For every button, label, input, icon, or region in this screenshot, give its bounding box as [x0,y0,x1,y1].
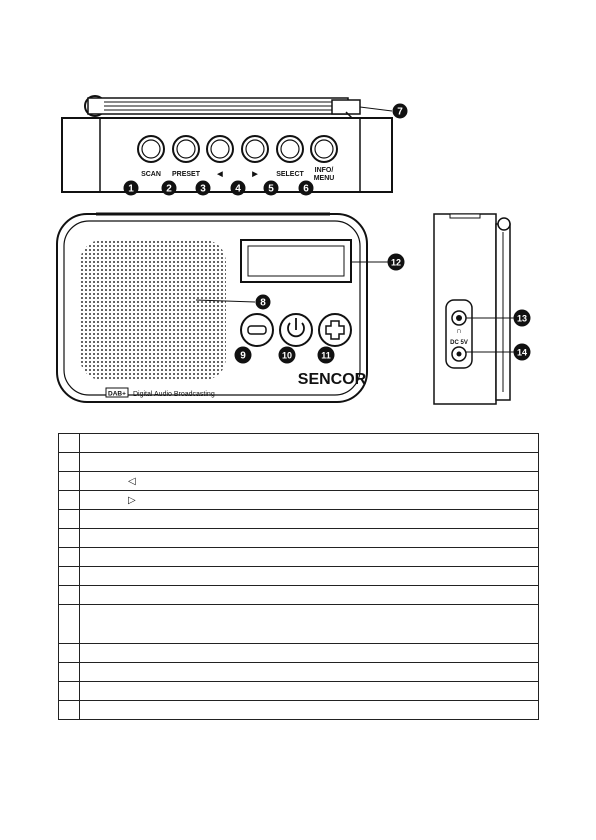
button-select[interactable] [277,136,303,162]
legend-text-cell [80,491,539,510]
callout-12 [388,254,405,271]
button-info-menu[interactable] [311,136,337,162]
callout-6-number: 6 [303,183,309,195]
callout-8 [256,295,271,310]
legend-text-cell [80,701,539,720]
legend-row [59,663,539,682]
callout-4-number: 4 [235,183,241,195]
callout-9 [235,347,252,364]
legend-row [59,491,539,510]
legend-text-cell [80,567,539,586]
legend-row [59,605,539,644]
legend-text-cell [80,529,539,548]
legend-row [59,682,539,701]
side-view [434,214,531,404]
callout-7-number: 7 [397,106,403,118]
callout-10 [279,347,296,364]
menu-label: MENU [313,175,335,182]
legend-text-cell [80,548,539,567]
legend-row [59,567,539,586]
callout-11-number: 11 [321,350,331,361]
legend-row [59,529,539,548]
legend-text-cell [80,663,539,682]
callout-11 [318,347,335,364]
antenna [85,96,360,120]
callout-8-number: 8 [260,297,266,309]
headphone-jack[interactable] [452,311,466,325]
plus-button[interactable] [319,314,351,346]
legend-text-cell [80,682,539,701]
legend-row [59,434,539,453]
callout-6 [299,181,314,196]
legend-number-cell [59,701,80,720]
callout-5 [264,181,279,196]
callout-1-number: 1 [128,183,134,195]
select-label: SELECT [276,171,304,178]
legend-row [59,510,539,529]
dab-text: Digital Audio Broadcasting [133,391,215,398]
legend-text-cell [80,605,539,644]
legend-text-cell [80,644,539,663]
callout-2 [162,181,177,196]
callout-13 [514,310,531,327]
triangle-icon: ◁ [128,475,136,487]
legend-number-cell [59,472,80,491]
button-prev[interactable] [207,136,233,162]
legend-number-cell [59,434,80,453]
callout-1 [124,181,139,196]
dab-logo: DAB+ [108,390,126,398]
callout-7 [393,104,408,119]
legend-number-cell [59,453,80,472]
triangle-icon: ▷ [128,494,136,506]
legend-number-cell [59,567,80,586]
top-view [62,96,408,196]
legend-number-cell [59,491,80,510]
legend-row [59,472,539,491]
legend-row [59,701,539,720]
legend-number-cell [59,663,80,682]
callout-9-number: 9 [240,350,246,362]
legend-text-cell [80,472,539,491]
legend-text-cell [80,453,539,472]
info-label: INFO/ [314,167,334,174]
legend-number-cell [59,529,80,548]
callout-13-number: 13 [516,313,528,324]
speaker-grille [80,240,226,380]
prev-label: ◀ [217,171,223,178]
legend-table [58,433,539,720]
dc-jack[interactable] [452,347,466,361]
legend-number-cell [59,682,80,701]
button-scan[interactable] [138,136,164,162]
callout-3-number: 3 [200,183,206,195]
legend-row [59,644,539,663]
power-button[interactable] [280,314,312,346]
button-next[interactable] [242,136,268,162]
legend-text-cell [80,510,539,529]
button-preset[interactable] [173,136,199,162]
headphone-icon: ∩ [456,326,462,335]
callout-2-number: 2 [166,183,172,195]
callout-14-number: 14 [516,347,528,358]
callout-5-number: 5 [268,183,274,195]
legend-text-cell [80,434,539,453]
dc-label: DC 5V [450,340,468,346]
callout-14 [514,344,531,361]
callout-12-number: 12 [390,257,402,268]
callout-3 [196,181,211,196]
front-view [57,214,405,402]
scan-label: SCAN [141,171,161,178]
callout-4 [231,181,246,196]
preset-label: PRESET [171,171,201,178]
legend-row [59,453,539,472]
brand-logo: SENCOR [297,371,367,388]
legend-number-cell [59,510,80,529]
legend-number-cell [59,548,80,567]
legend-row [59,586,539,605]
legend-number-cell [59,586,80,605]
legend-number-cell [59,605,80,644]
next-label: ▶ [252,171,258,178]
legend-text-cell [80,586,539,605]
callout-10-number: 10 [281,350,293,361]
legend-row [59,548,539,567]
minus-button[interactable] [241,314,273,346]
legend-number-cell [59,644,80,663]
